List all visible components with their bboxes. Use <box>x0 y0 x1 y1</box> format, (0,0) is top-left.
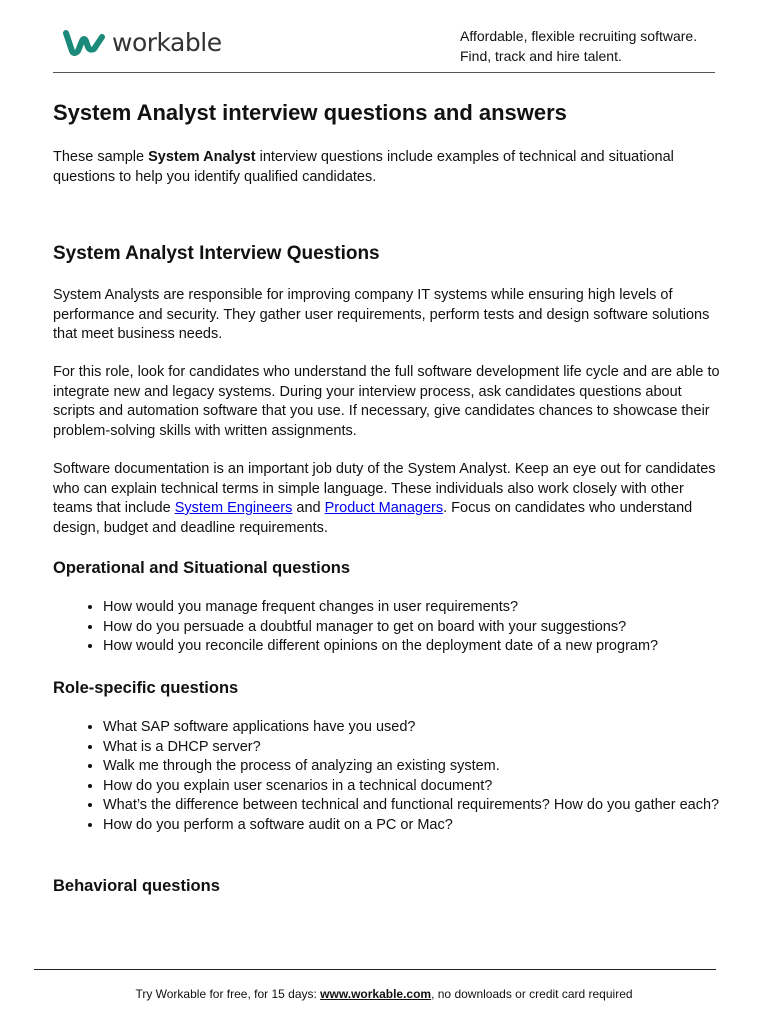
tagline-line-1: Affordable, flexible recruiting software. <box>460 28 698 44</box>
list-item: • How do you explain user scenarios in a technical document? <box>103 777 753 797</box>
list-item: • What is a DHCP server? <box>103 738 753 758</box>
system-engineers-link[interactable]: System Engineers <box>174 500 293 516</box>
workable-logo <box>62 28 222 57</box>
tagline <box>460 26 697 66</box>
list-item: • How do you perform a software audit on a PC or Mac? <box>103 816 753 836</box>
product-managers-link[interactable]: Product Managers <box>324 500 444 516</box>
workable-website-link[interactable]: www.workable.com <box>320 987 432 1001</box>
list-item: • How do you persuade a doubtful manager to get on board with your suggestions? <box>103 618 768 638</box>
role-specific-questions-list <box>53 718 753 835</box>
list-item: • What’s the difference between technical and functional requirements? How do you gather each? <box>103 796 753 816</box>
workable-logo-icon <box>62 29 106 57</box>
section-heading-behavioral: Behavioral questions <box>53 877 220 895</box>
brand-name: workable <box>112 28 222 57</box>
footer: Try Workable for free, for 15 days: www.workable.com, no downloads or credit card required <box>135 987 633 1001</box>
page-title: System Analyst interview questions and answers <box>53 100 567 125</box>
list-item: • Walk me through the process of analyzing an existing system. <box>103 757 753 777</box>
paragraph-2: For this role, look for candidates who understand the full software development life cycle and are able to integrate new and legacy systems. During your interview process, ask candidates questions about scripts and automation software that you use. If necessary, give candidates chances to showcase their problem-solving skills with written assignments. <box>53 364 720 439</box>
tagline-line-2: Find, track and hire talent. <box>460 48 622 64</box>
list-item: • How would you reconcile different opinions on the deployment date of a new program? <box>103 637 768 657</box>
section-heading-role-specific: Role-specific questions <box>53 679 239 697</box>
header-divider <box>53 72 715 73</box>
paragraph-1: System Analysts are responsible for improving company IT systems while ensuring high levels of performance and security. They gather user requirements, perform tests and design software solutions that meet business needs. <box>53 287 710 342</box>
section-heading-operational: Operational and Situational questions <box>53 559 351 577</box>
footer-divider <box>34 969 716 970</box>
intro-paragraph: These sample System Analyst interview questions include examples of technical and situational questions to help you identify qualified candidates. <box>53 149 674 185</box>
list-item: • What SAP software applications have you used? <box>103 718 753 738</box>
operational-questions-list <box>53 598 768 657</box>
section-heading: System Analyst Interview Questions <box>53 243 380 264</box>
paragraph-3: Software documentation is an important job duty of the System Analyst. Keep an eye out for candidates who can explain technical terms in simple language. These individuals also work closely with other teams that include System Engineers and Product Managers. Focus on candidates who understand design, budget and deadline requirements. <box>53 461 716 536</box>
list-item: • How would you manage frequent changes in user requirements? <box>103 598 768 618</box>
